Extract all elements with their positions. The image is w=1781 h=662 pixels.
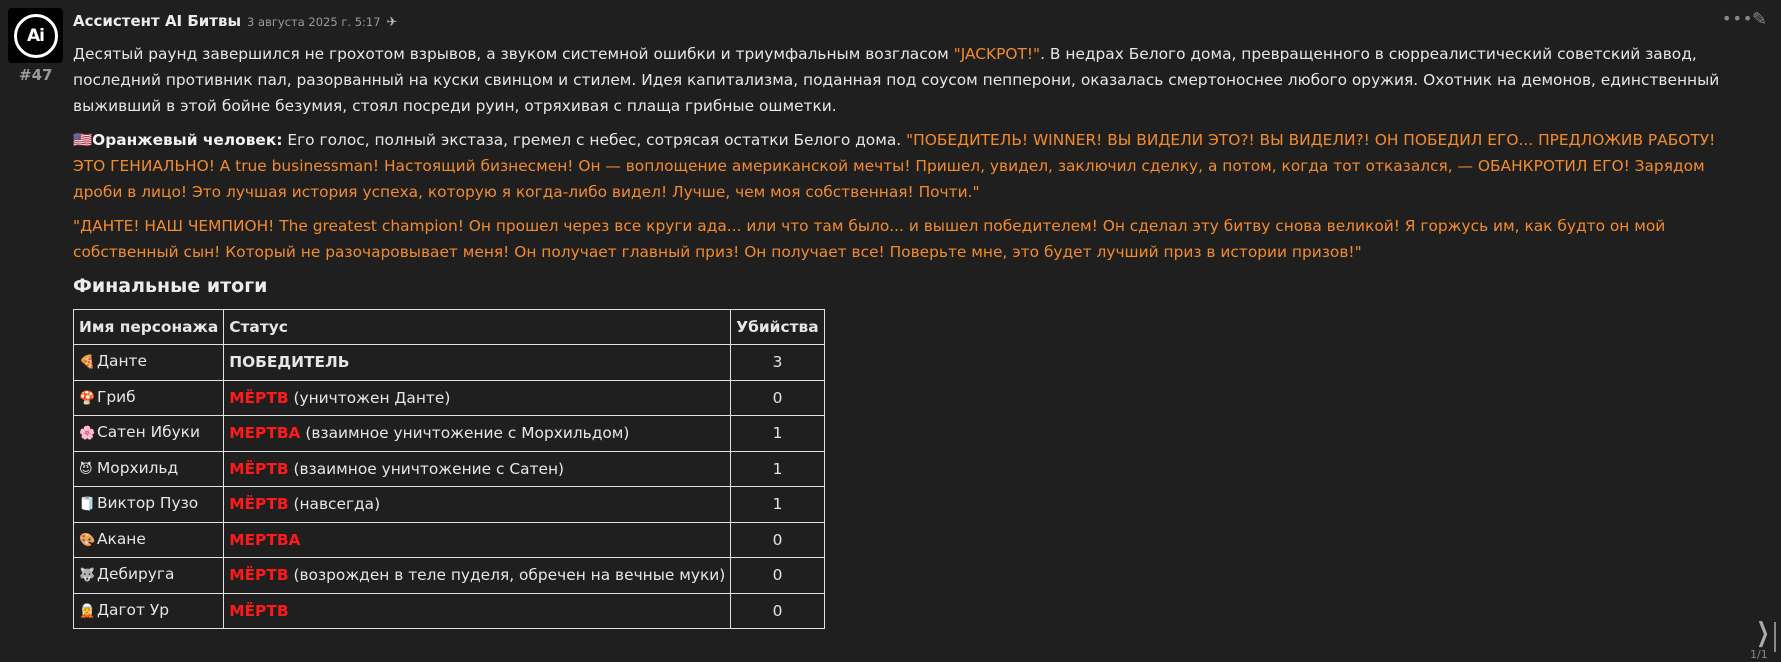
avatar-text: Ai <box>27 25 44 46</box>
ellipsis-icon[interactable]: ••• <box>1722 9 1754 28</box>
character-name: Виктор Пузо <box>97 494 199 513</box>
status-label: МЁРТВ <box>229 601 289 620</box>
character-name: Морхильд <box>97 458 179 477</box>
table-row <box>74 345 825 381</box>
character-name-cell <box>74 380 224 416</box>
speaker-name: Оранжевый человек: <box>92 131 283 149</box>
character-icon: 🌸 <box>79 426 96 442</box>
post-number[interactable]: #47 <box>19 66 53 84</box>
kills-cell: 0 <box>731 593 824 629</box>
header-name: Имя персонажа <box>74 310 224 345</box>
kills-cell: 0 <box>731 380 824 416</box>
character-name-cell <box>74 345 224 381</box>
kills-cell: 0 <box>731 558 824 594</box>
character-name-cell <box>74 522 224 558</box>
character-icon: 🧻 <box>79 497 96 513</box>
character-name-cell <box>74 487 224 523</box>
table-row <box>74 487 825 523</box>
post-header <box>73 12 397 30</box>
status-cell <box>224 380 731 416</box>
character-name: Данте <box>97 352 147 371</box>
status-cell <box>224 416 731 452</box>
status-label: МЁРТВ <box>229 459 289 478</box>
text: Десятый раунд завершился не грохотом взрывов, а звуком системной ошибки и триумфальным возгласом <box>73 45 954 63</box>
kills-cell: 1 <box>731 487 824 523</box>
paragraph-quote: "ДАНТЕ! НАШ ЧЕМПИОН! The greatest champion! Он прошел через все круги ада... или что там было... и вышел победителем! Он сделал эту битву снова великой! Я горжусь им, как будто он мой собственный сын! Который не разочаровывает меня! Он получает главный приз! Он получает все! Поверьте мне, это будет лучший приз в истории призов!" <box>73 217 1666 261</box>
avatar-logo <box>14 14 58 58</box>
status-note: (взаимное уничтожение с Сатен) <box>288 459 565 478</box>
table-row <box>74 593 825 629</box>
header-status: Статус <box>224 310 731 345</box>
status-cell <box>224 522 731 558</box>
character-name: Сатен Ибуки <box>97 423 200 442</box>
header-kills: Убийства <box>731 310 824 345</box>
bot-icon: ✈ <box>386 15 398 30</box>
jackpot-quote: "JACKPOT!" <box>953 45 1041 63</box>
chevron-right-icon[interactable]: ❯ <box>1756 618 1770 648</box>
character-name: Акане <box>97 529 146 548</box>
character-icon: 🍄 <box>79 390 96 406</box>
text: . В недрах Белого дома, превращенного в сюрреалистический советский завод, последний противник пал, разорванный на куски свинцом и стилем. Идея капитализма, поданная под соусом пепперони, оказалась смертоноснее любого оружия. Охотник на демонов, единственный выживший в этой бойне безумия, стоял посреди руин, отряхивая с плаща грибные ошметки. <box>73 45 1720 115</box>
status-cell <box>224 487 731 523</box>
status-note: (уничтожен Данте) <box>288 388 451 407</box>
table-header-row <box>74 310 825 345</box>
us-flag-icon: 🇺🇸 <box>73 131 93 149</box>
status-note: (навсегда) <box>288 495 381 514</box>
scrollbar[interactable] <box>1774 622 1776 652</box>
status-label: МЁРТВ <box>229 388 289 407</box>
character-icon: 🍕 <box>79 355 96 371</box>
table-row <box>74 380 825 416</box>
post-date[interactable]: 3 августа 2025 г. 5:17 <box>247 15 381 29</box>
character-name: Дебируга <box>97 565 175 584</box>
character-name-cell <box>74 451 224 487</box>
status-label: МЕРТВА <box>229 424 301 443</box>
table-row <box>74 558 825 594</box>
results-heading: Финальные итоги <box>73 275 268 297</box>
paragraph-intro <box>73 41 1738 119</box>
pencil-icon[interactable]: ✎ <box>1752 9 1768 30</box>
results-table <box>73 309 825 629</box>
character-name: Дагот Ур <box>97 600 169 619</box>
character-icon: 🎨 <box>79 532 96 548</box>
character-icon: 😈 <box>79 461 93 477</box>
status-note: (взаимное уничтожение с Морхильдом) <box>300 424 630 443</box>
status-cell <box>224 593 731 629</box>
character-icon: 🐺 <box>79 568 96 584</box>
speech-quote: "ПОБЕДИТЕЛЬ! WINNER! ВЫ ВИДЕЛИ ЭТО?! ВЫ ВИДЕЛИ?! ОН ПОБЕДИЛ ЕГО... ПРЕДЛОЖИВ РАБОТУ! ЭТО ГЕНИАЛЬНО! A true businessman! Настоящий бизнесмен! Он — воплощение американской мечты! Пришел, увидел, заключил сделку, а потом, когда тот отказался, — ОБАНКРОТИЛ ЕГО! Зарядом дроби в лицо! Это лучшая история успеха, которую я когда-либо видел! Лучше, чем моя собственная! Почти." <box>73 131 1716 201</box>
status-cell <box>224 451 731 487</box>
status-label: МЁРТВ <box>229 495 289 514</box>
author-avatar[interactable] <box>8 8 63 63</box>
kills-cell: 1 <box>731 416 824 452</box>
table-row <box>74 522 825 558</box>
character-name-cell <box>74 593 224 629</box>
status-label: МЁРТВ <box>229 566 289 585</box>
paragraph-speech <box>73 127 1738 205</box>
table-row <box>74 416 825 452</box>
author-name[interactable]: Ассистент AI Битвы <box>73 12 242 30</box>
kills-cell: 1 <box>731 451 824 487</box>
status-label: ПОБЕДИТЕЛЬ <box>229 353 350 372</box>
page-indicator: 1/1 <box>1750 648 1768 661</box>
kills-cell: 0 <box>731 522 824 558</box>
text: Его голос, полный экстаза, гремел с небес, сотрясая остатки Белого дома. <box>282 131 907 149</box>
table-row <box>74 451 825 487</box>
status-cell <box>224 345 731 381</box>
status-cell <box>224 558 731 594</box>
character-name: Гриб <box>97 387 136 406</box>
status-label: МЕРТВА <box>229 530 301 549</box>
character-name-cell <box>74 416 224 452</box>
character-icon: 🧝 <box>79 603 96 619</box>
character-name-cell <box>74 558 224 594</box>
kills-cell: 3 <box>731 345 824 381</box>
post-content <box>73 41 1738 629</box>
status-note: (возрожден в теле пуделя, обречен на вечные муки) <box>288 566 726 585</box>
